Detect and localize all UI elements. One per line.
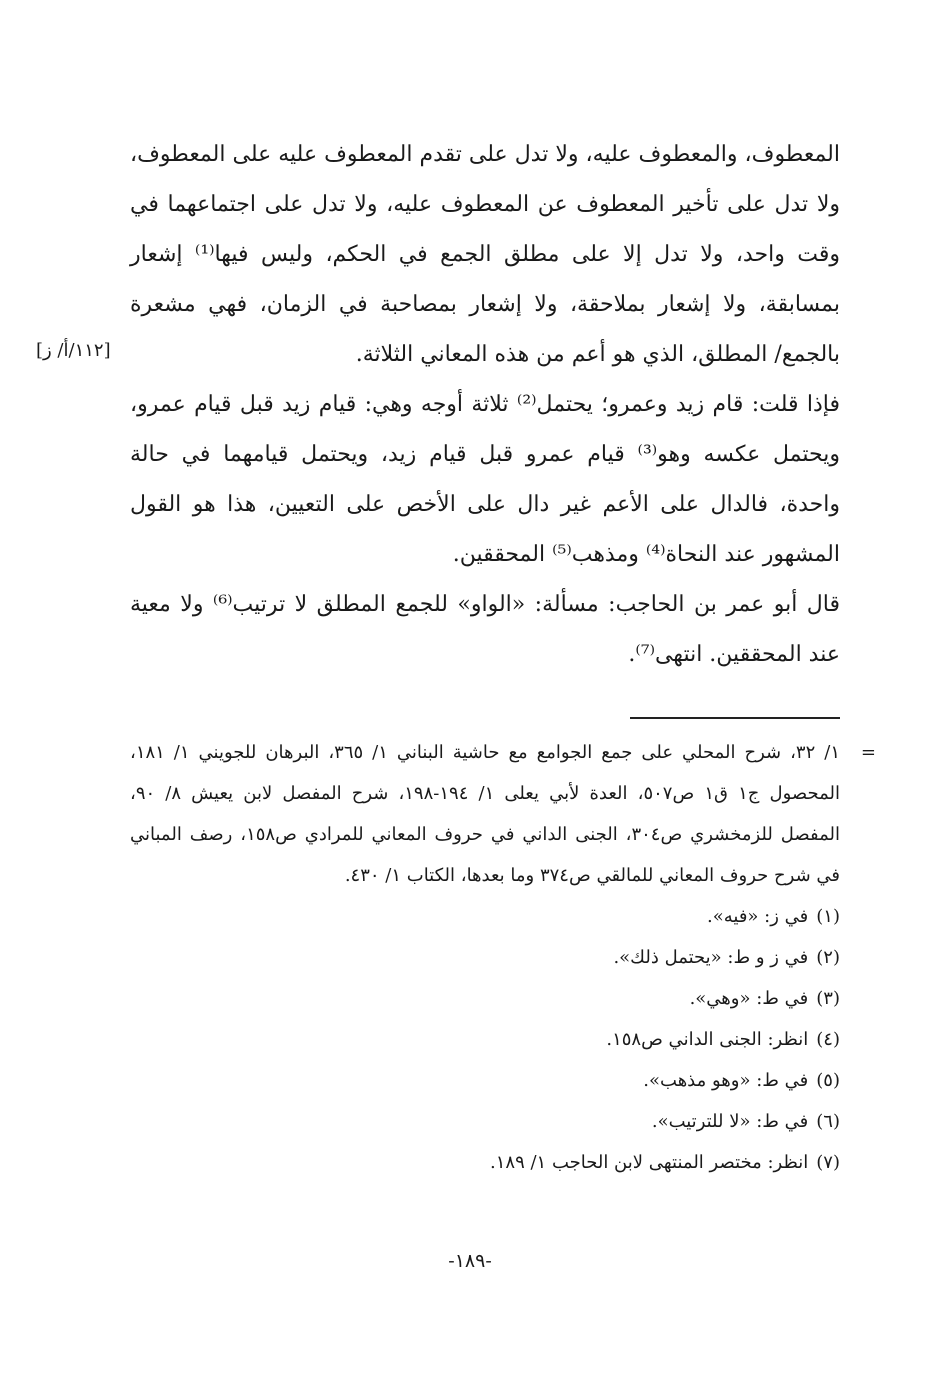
footnote-4 xyxy=(130,1019,840,1060)
footnotes xyxy=(130,732,876,1183)
footnote-text: في ز: «فيه». xyxy=(707,906,809,927)
footnote-2 xyxy=(130,937,840,978)
manuscript-folio-note: [١١٢/أ/ ز] xyxy=(36,340,111,361)
footnote-number: (٤) xyxy=(816,1029,840,1050)
footnote-text: في ط: «وهي». xyxy=(689,988,809,1009)
paragraph-2: فإذا قلت: قام زيد وعمرو؛ يحتمل⁽²⁾ ثلاثة أوجه وهي: قيام زيد قبل قيام عمرو، ويحتمل عكسه وهو⁽³⁾ قيام عمرو قبل قيام زيد، ويحتمل قيامهما في حالة واحدة، فالدال على الأعم غير دال على الأخص على التعيين، هذا هو القول المشهور عند النحاة⁽⁴⁾ ومذهب⁽⁵⁾ المحققين. xyxy=(130,392,840,567)
footnote-number: (٢) xyxy=(816,947,840,968)
page-number: -١٨٩- xyxy=(448,1250,492,1272)
footnote-text: في ز و ط: «يحتمل ذلك». xyxy=(613,947,809,968)
footnote-number: (٧) xyxy=(816,1152,840,1173)
footnote-text: انظر: مختصر المنتهى لابن الحاجب ١/ ١٨٩. xyxy=(490,1152,809,1173)
footnote-7 xyxy=(130,1142,840,1183)
footnote-text: في ط: «لا للترتيب». xyxy=(651,1111,809,1132)
footnote-number: (٦) xyxy=(816,1111,840,1132)
footnote-continuation-text: ١/ ٣٢، شرح المحلي على جمع الجوامع مع حاشية البناني ١/ ٣٦٥، البرهان للجويني ١/ ١٨١، المحصول ج١ ق١ ص٥٠٧، العدة لأبي يعلى ١/ ١٩٤-١٩٨، شرح المفصل لابن يعيش ٨/ ٩٠، المفصل للزمخشري ص٣٠٤، الجنى الداني في حروف المعاني للمرادي ص١٥٨، رصف المباني في شرح حروف المعاني للمالقي ص٣٧٤ وما بعدها، الكتاب ١/ ٤٣٠. xyxy=(130,742,840,886)
main-text xyxy=(130,130,840,680)
footnote-text: انظر: الجنى الداني ص١٥٨. xyxy=(606,1029,809,1050)
footnote-number: (٥) xyxy=(816,1070,840,1091)
continuation-mark: = xyxy=(860,742,876,763)
footnote-5 xyxy=(130,1060,840,1101)
footnote-number: (١) xyxy=(816,906,840,927)
paragraph-1: المعطوف، والمعطوف عليه، ولا تدل على تقدم المعطوف عليه على المعطوف، ولا تدل على تأخير المعطوف عن المعطوف عليه، ولا تدل على اجتماعهما في وقت واحد، ولا تدل إلا على مطلق الجمع في الحكم، وليس فيها⁽¹⁾ إشعار بمسابقة، ولا إشعار بملاحقة، ولا إشعار بمصاحبة في الزمان، فهي مشعرة بالجمع/ المطلق، الذي هو أعم من هذه المعاني الثلاثة. xyxy=(130,142,840,367)
footnote-separator xyxy=(630,717,840,719)
footnote-1 xyxy=(130,896,840,937)
paragraph-3: قال أبو عمر بن الحاجب: مسألة: «الواو» للجمع المطلق لا ترتيب⁽⁶⁾ ولا معية عند المحققين. انتهى⁽⁷⁾. xyxy=(130,592,840,667)
footnote-text: في ط: «وهو مذهب». xyxy=(643,1070,809,1091)
footnote-3 xyxy=(130,978,840,1019)
footnote-6 xyxy=(130,1101,840,1142)
footnote-number: (٣) xyxy=(816,988,840,1009)
footnote-continuation xyxy=(130,732,876,896)
